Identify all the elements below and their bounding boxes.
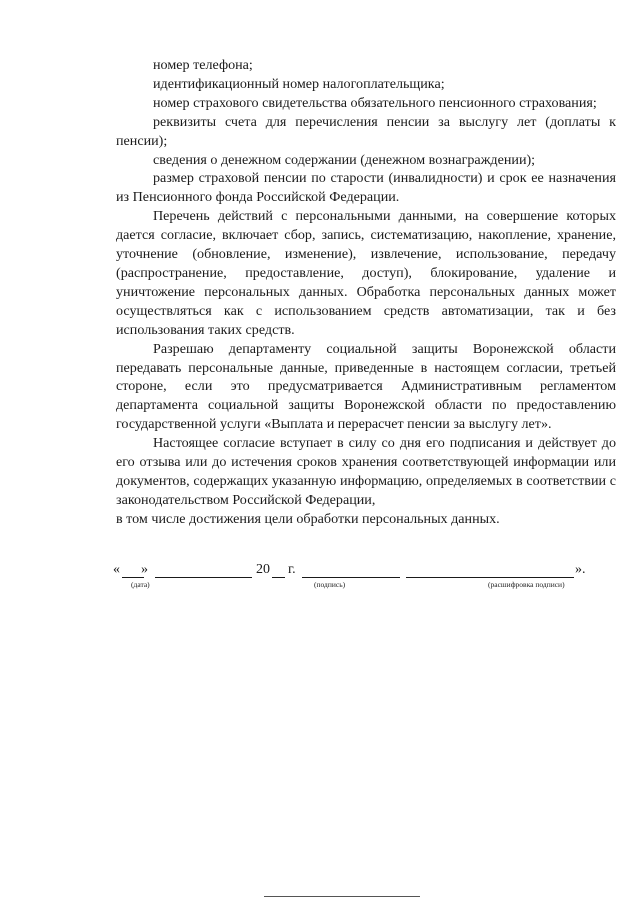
paragraph-validity <box>116 434 616 510</box>
list-item-salary-info: сведения о денежном содержании (денежном вознаграждении); <box>153 151 536 168</box>
paragraph-validity-part2: в том числе достижения цели обработки персональных данных. <box>116 510 500 527</box>
year-field[interactable] <box>272 577 285 578</box>
list-item-bank-details: реквизиты счета для перечисления пенсии за выслугу лет (доплаты к пенсии); <box>116 113 616 149</box>
list-item-phone: номер телефона; <box>153 57 253 73</box>
signature-name-field[interactable] <box>406 577 574 578</box>
caption-date: (дата) <box>131 580 150 589</box>
footer-divider <box>264 896 420 897</box>
year-prefix: 20 <box>256 562 270 577</box>
list-item-snils: номер страхового свидетельства обязательного пенсионного страхования; <box>153 94 597 111</box>
day-quote-close: » <box>141 562 148 577</box>
caption-name: (расшифровка подписи) <box>488 580 565 589</box>
month-field[interactable] <box>155 577 252 578</box>
list-item-pension-size: размер страховой пенсии по старости (инвалидности) и срок ее назначения из Пенсионного фонда Российской Федерации. <box>116 170 616 206</box>
paragraph-validity-end <box>116 510 616 529</box>
list-item-inn: идентификационный номер налогоплательщика; <box>153 75 445 92</box>
paragraph-actions: Перечень действий с персональными данными, на совершение которых дается согласие, включает сбор, запись, систематизацию, накопление, хранение, уточнение (обновление, изменение), извлечение, использование, передачу (распространение, предоставление, доступ), блокирование, удаление и уничтожение персональных данных. Обработка персональных данных может осуществляться как с использованием средств автоматизации, так и без использования таких средств. <box>116 208 616 338</box>
paragraph-transfer: Разрешаю департаменту социальной защиты Воронежской области передавать персональные данные, приведенные в настоящем согласии, третьей стороне, если это предусматривается Административным регламентом департамента социальной защиты Воронежской области по предоставлению государственной услуги «Выплата и перерасчет пенсии за выслугу лет». <box>116 340 616 433</box>
day-quote-open: « <box>113 562 120 577</box>
paragraph-validity-part1: Настоящее согласие вступает в силу со дня его подписания и действует до его отзыва или до истечения сроков хранения соответствующей информации или документов, содержащих указанную информацию, определяемых в соответствии с законодательством Российской Федерации, <box>116 435 616 508</box>
end-quote: ». <box>575 562 586 577</box>
caption-signature: (подпись) <box>314 580 346 589</box>
signature-field[interactable] <box>302 577 400 578</box>
year-suffix: г. <box>288 562 296 577</box>
document-body <box>116 56 616 529</box>
